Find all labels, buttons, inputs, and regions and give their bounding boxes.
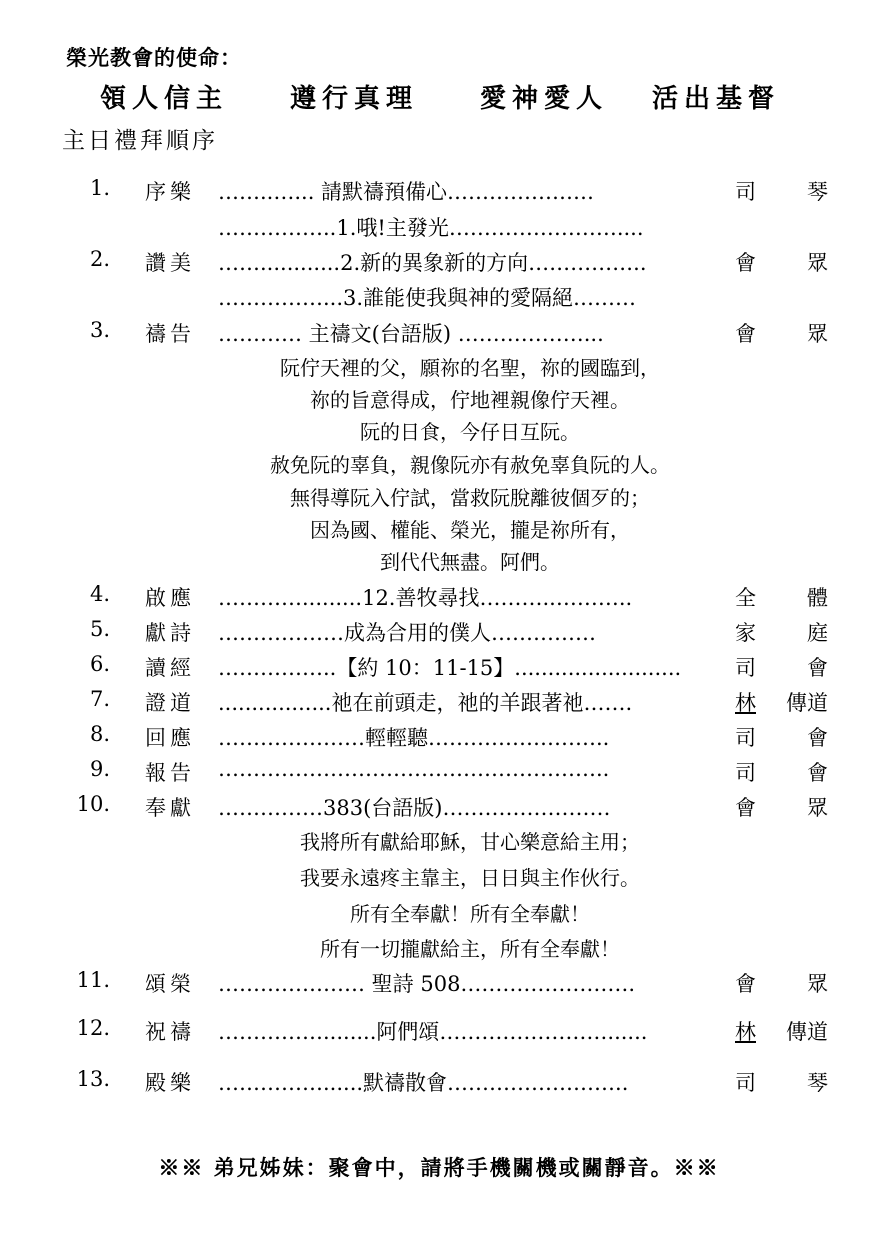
hymn-line: 我將所有獻給耶穌，甘心樂意給主用； <box>300 830 640 854</box>
order-content: ……………………………………………….. <box>218 757 610 781</box>
prayer-line: 阮的日食，今仔日互阮。 <box>360 420 580 444</box>
order-content: .................祂在前頭走，祂的羊跟著祂……. <box>218 691 633 715</box>
order-content: …………………輕輕聽…………………….. <box>218 726 610 750</box>
order-number: 2. <box>89 247 110 271</box>
order-leader <box>735 1067 828 1097</box>
leader-part: 林 <box>735 691 756 715</box>
order-number: 12. <box>76 1016 110 1040</box>
order-number: 9. <box>89 757 110 781</box>
leader-part: 傳道 <box>786 691 828 715</box>
order-row <box>0 757 878 787</box>
praise-song-1: ……………..1.哦!主發光…………………….... <box>218 216 644 240</box>
order-leader <box>735 968 828 998</box>
order-item: 禱告 <box>145 322 195 346</box>
leader-part: 傳道 <box>786 1020 828 1044</box>
prayer-line: 祢的旨意得成，佇地裡親像佇天裡。 <box>310 388 630 412</box>
motto-2: 遵行真理 <box>290 84 419 114</box>
order-row <box>0 176 878 206</box>
order-number: 10. <box>76 792 110 816</box>
order-row <box>0 792 878 822</box>
order-number: 5. <box>89 617 110 641</box>
leader-part: 會 <box>807 726 828 750</box>
leader-part: 司 <box>735 180 756 204</box>
order-row <box>0 652 878 682</box>
mission-label: 榮光教會的使命： <box>66 45 242 70</box>
order-item: 序樂 <box>145 180 195 204</box>
order-row <box>0 722 878 752</box>
order-number: 8. <box>89 722 110 746</box>
order-content: ……………........阿們頌……………………...... <box>218 1020 648 1044</box>
motto-4: 活出基督 <box>652 84 781 114</box>
order-row <box>0 968 878 998</box>
leader-part: 眾 <box>807 322 828 346</box>
order-item: 證道 <box>145 691 195 715</box>
leader-part: 琴 <box>807 1071 828 1095</box>
order-content: ………………… 聖詩 508……………………. <box>218 972 636 996</box>
prayer-line: 到代代無盡。阿們。 <box>380 550 560 574</box>
order-leader <box>735 582 828 612</box>
order-content: ………………成為合用的僕人…………… <box>218 621 596 645</box>
order-content: ……………......默禱散會…………………….. <box>218 1071 629 1095</box>
leader-part: 全 <box>735 586 756 610</box>
hymn-line: 所有全奉獻！所有全奉獻！ <box>350 902 590 926</box>
order-leader <box>735 1016 828 1046</box>
order-item: 讚美 <box>145 251 195 275</box>
leader-part: 眾 <box>807 251 828 275</box>
leader-part: 會 <box>807 761 828 785</box>
leader-part: 體 <box>807 586 828 610</box>
leader-part: 司 <box>735 761 756 785</box>
order-number: 4. <box>89 582 110 606</box>
order-content: ……..…... 請默禱預備心………………… <box>218 180 595 204</box>
leader-part: 司 <box>735 656 756 680</box>
order-item: 頌榮 <box>145 972 195 996</box>
order-content: ……………383(台語版)…………………… <box>218 796 611 820</box>
order-content: ………… 主禱文(台語版) ………………... <box>218 322 604 346</box>
motto-3: 愛神愛人 <box>480 84 609 114</box>
leader-part: 眾 <box>807 972 828 996</box>
order-number: 13. <box>76 1067 110 1091</box>
hymn-line: 所有一切攏獻給主，所有全奉獻！ <box>320 937 620 961</box>
leader-part: 庭 <box>807 621 828 645</box>
order-content: ……………..【約 10：11-15】......................... <box>218 656 682 680</box>
page-title: 主日禮拜順序 <box>62 128 218 154</box>
motto-1: 領人信主 <box>100 84 229 114</box>
order-leader <box>735 792 828 822</box>
order-leader <box>735 757 828 787</box>
prayer-line: 無得導阮入佇試，當救阮脫離彼個歹的； <box>290 486 650 510</box>
order-row <box>0 582 878 612</box>
order-item: 報告 <box>145 761 195 785</box>
prayer-line: 因為國、權能、榮光，攏是祢所有， <box>310 518 630 542</box>
praise-song-3: ……………...3.誰能使我與神的愛隔絕……… <box>218 286 637 310</box>
leader-part: 琴 <box>807 180 828 204</box>
leader-part: 會 <box>807 656 828 680</box>
order-leader <box>735 652 828 682</box>
order-leader <box>735 722 828 752</box>
order-item: 奉獻 <box>145 796 195 820</box>
order-number: 11. <box>76 968 110 992</box>
order-item: 殿樂 <box>145 1071 195 1095</box>
order-leader <box>735 318 828 348</box>
hymn-line: 我要永遠疼主靠主，日日與主作伙行。 <box>300 866 640 890</box>
order-row <box>0 318 878 348</box>
order-number: 3. <box>89 318 110 342</box>
prayer-line: 阮佇天裡的父，願祢的名聖，祢的國臨到， <box>280 356 660 380</box>
order-item: 回應 <box>145 726 195 750</box>
order-number: 7. <box>89 687 110 711</box>
order-row <box>0 1067 878 1097</box>
order-content: ………….........12.善牧尋找………..……….. <box>218 586 633 610</box>
order-row <box>0 687 878 717</box>
order-leader <box>735 687 828 717</box>
leader-part: 會 <box>735 251 756 275</box>
leader-part: 眾 <box>807 796 828 820</box>
leader-part: 司 <box>735 726 756 750</box>
leader-part: 林 <box>735 1020 756 1044</box>
leader-part: 會 <box>735 322 756 346</box>
order-row <box>0 1016 878 1046</box>
prayer-line: 赦免阮的辜負，親像阮亦有赦免辜負阮的人。 <box>270 453 670 477</box>
leader-part: 會 <box>735 796 756 820</box>
order-row <box>0 617 878 647</box>
order-item: 祝禱 <box>145 1020 195 1044</box>
order-row <box>0 247 878 277</box>
order-leader <box>735 247 828 277</box>
leader-part: 會 <box>735 972 756 996</box>
order-number: 1. <box>89 176 110 200</box>
leader-part: 司 <box>735 1071 756 1095</box>
order-content: ……............2.新的異象新的方向…………….. <box>218 251 647 275</box>
order-item: 獻詩 <box>145 621 195 645</box>
order-leader <box>735 617 828 647</box>
order-item: 讀經 <box>145 656 195 680</box>
order-number: 6. <box>89 652 110 676</box>
order-leader <box>735 176 828 206</box>
order-item: 啟應 <box>145 586 195 610</box>
phone-notice: ※※ 弟兄姊妹：聚會中，請將手機關機或關靜音。※※ <box>158 1155 720 1180</box>
leader-part: 家 <box>735 621 756 645</box>
